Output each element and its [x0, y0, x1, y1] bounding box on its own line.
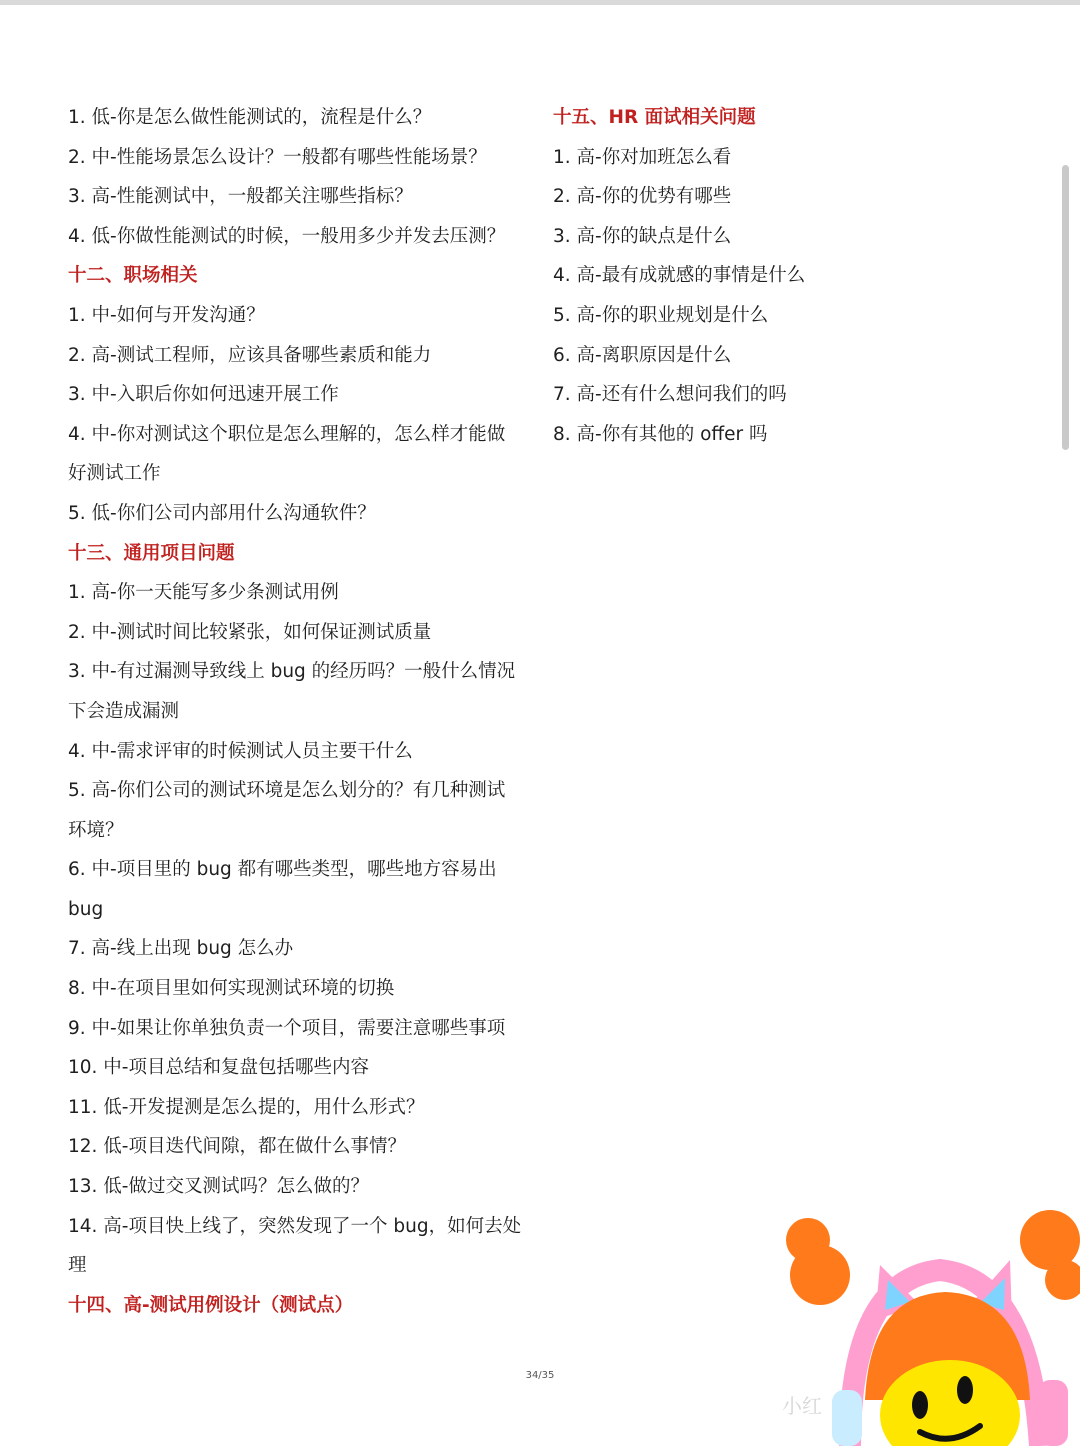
question-line: 11. 低-开发提测是怎么提的，用什么形式？: [68, 1096, 425, 1118]
question-line: 3. 中-有过漏测导致线上 bug 的经历吗？一般什么情况: [68, 661, 516, 683]
question-line: 4. 中-你对测试这个职位是怎么理解的，怎么样才能做: [68, 423, 506, 445]
question-line: bug: [68, 898, 104, 920]
question-line: 5. 高-你们公司的测试环境是怎么划分的？有几种测试: [68, 780, 506, 802]
question-line: 3. 中-入职后你如何迅速开展工作: [68, 384, 339, 406]
question-line: 3. 高-你的缺点是什么: [553, 225, 732, 247]
question-line: 5. 低-你们公司内部用什么沟通软件？: [68, 502, 376, 524]
question-line: 2. 中-测试时间比较紧张，如何保证测试质量: [68, 621, 432, 643]
question-line: 12. 低-项目迭代间隙，都在做什么事情？: [68, 1136, 406, 1158]
page-number: 34/35: [525, 1370, 555, 1381]
question-line: 7. 高-线上出现 bug 怎么办: [68, 938, 294, 960]
question-line: 5. 高-你的职业规划是什么: [553, 304, 769, 326]
question-line: 8. 中-在项目里如何实现测试环境的切换: [68, 978, 395, 1000]
top-border: [0, 0, 1080, 5]
question-line: 下会造成漏测: [68, 700, 180, 722]
question-line: 1. 低-你是怎么做性能测试的，流程是什么？: [68, 107, 432, 128]
question-line: 14. 高-项目快上线了，突然发现了一个 bug，如何去处: [68, 1215, 522, 1237]
question-line: 环境？: [68, 819, 124, 841]
question-line: 9. 中-如果让你单独负责一个项目，需要注意哪些事项: [68, 1017, 506, 1039]
question-line: 2. 中-性能场景怎么设计？一般都有哪些性能场景？: [68, 146, 487, 168]
question-line: 13. 低-做过交叉测试吗？怎么做的？: [68, 1176, 369, 1198]
cartoon-sticker-icon: [780, 1200, 1080, 1446]
left-column: [68, 98, 538, 1325]
question-line: 2. 高-你的优势有哪些: [553, 186, 732, 208]
question-line: 好测试工作: [68, 463, 161, 485]
scrollbar-thumb[interactable]: [1062, 165, 1069, 450]
question-line: 1. 中-如何与开发沟通？: [68, 304, 265, 326]
question-line: 4. 高-最有成就感的事情是什么: [553, 265, 806, 287]
question-line: 3. 高-性能测试中，一般都关注哪些指标？: [68, 186, 413, 208]
question-line: 7. 高-还有什么想问我们的吗: [553, 384, 787, 406]
right-column: [553, 98, 883, 454]
question-line: 4. 中-需求评审的时候测试人员主要干什么: [68, 740, 413, 762]
question-line: 4. 低-你做性能测试的时候，一般用多少并发去压测？: [68, 225, 506, 247]
question-line: 8. 高-你有其他的 offer 吗: [553, 423, 768, 445]
section-heading: 十四、高-测试用例设计（测试点）: [68, 1294, 354, 1316]
section-heading: 十三、通用项目问题: [68, 542, 235, 564]
question-line: 1. 高-你对加班怎么看: [553, 146, 732, 168]
watermark: 小红: [782, 1394, 822, 1418]
question-line: 1. 高-你一天能写多少条测试用例: [68, 582, 339, 604]
question-line: 10. 中-项目总结和复盘包括哪些内容: [68, 1057, 369, 1079]
question-line: 6. 高-离职原因是什么: [553, 344, 732, 366]
question-line: 2. 高-测试工程师，应该具备哪些素质和能力: [68, 344, 432, 366]
question-line: 6. 中-项目里的 bug 都有哪些类型，哪些地方容易出: [68, 859, 497, 881]
section-heading: 十五、HR 面试相关问题: [553, 107, 756, 128]
question-line: 理: [68, 1255, 87, 1277]
section-heading: 十二、职场相关: [68, 265, 198, 287]
